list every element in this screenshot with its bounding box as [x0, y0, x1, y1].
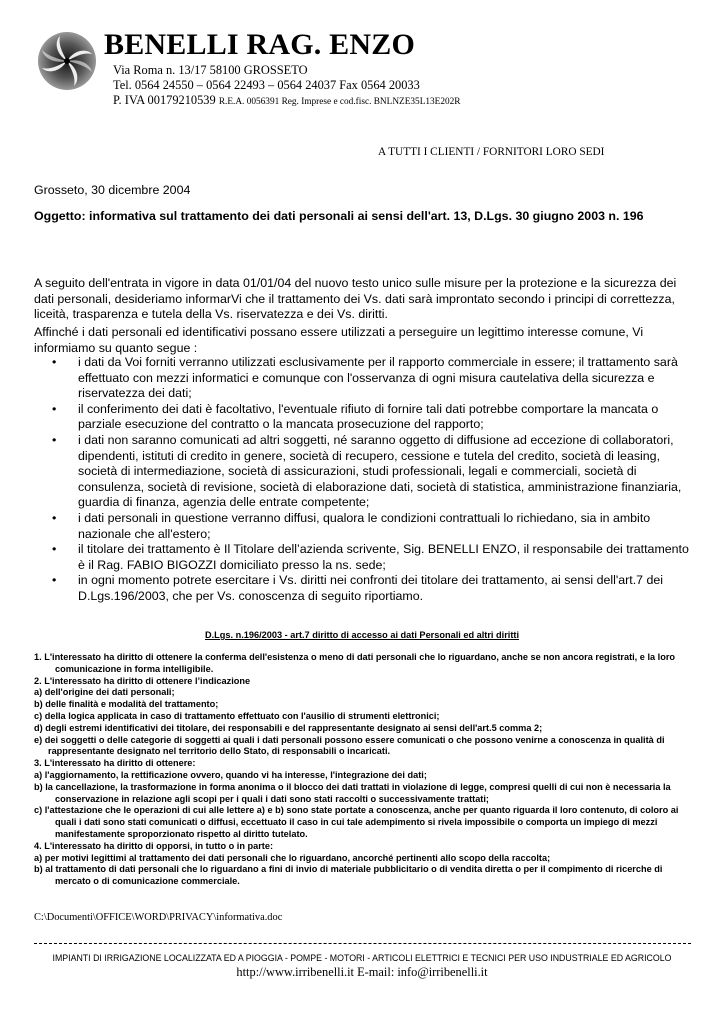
legal-rights-list — [34, 652, 700, 888]
list-item-text: i dati personali in questione verranno diffusi, qualora le condizioni contrattuali lo richiedano, sia in ambito nazionale che all'estero; — [78, 510, 651, 541]
list-item — [34, 433, 694, 511]
swirl-logo-icon — [36, 30, 98, 92]
bullet-list — [34, 355, 694, 605]
legal-line: a) per motivi legittimi al trattamento dei dati personali che lo riguardano, ancorché pertinenti allo scopo della raccolta; — [34, 852, 551, 863]
subject-line: Oggetto: informativa sul trattamento dei dati personali ai sensi dell'art. 13, D.Lgs. 30 giugno 2003 n. 196 — [34, 209, 644, 223]
intro-paragraph: A seguito dell'entrata in vigore in data 01/01/04 del nuovo testo unico sulle misure per la protezione e la sicurezza dei dati personali, desideriamo informarVi che il trattamento dei Vs. dati sarà improntato secondo i principi di correttezza, liceità, trasparenza e tutela della Vs. riservatezza e dei Vs. diritti. — [34, 276, 677, 322]
bullet-marker: • — [52, 510, 57, 525]
legal-section-title: D.Lgs. n.196/2003 - art.7 diritto di accesso ai dati Personali ed altri diritti — [204, 630, 519, 640]
list-item — [34, 355, 694, 402]
document-date: Grosseto, 30 dicembre 2004 — [34, 183, 191, 197]
legal-line: c) l'attestazione che le operazioni di cui alle lettere a) e b) sono state portate a conoscenza, anche per quanto riguarda il loro contenuto, di coloro ai quali i dati sono stati comunicati o diffusi, eccettuato il caso in cui tale adempimento si rivela impossibile o comporta un impiego di mezzi manifestamente sproporzionato rispetto al diritto tutelato. — [34, 805, 679, 839]
list-item — [34, 402, 694, 433]
legal-line: a) l'aggiornamento, la rettificazione ovvero, quando vi ha interesse, l'integrazione dei dati; — [34, 769, 427, 780]
addressee: A TUTTI I CLIENTI / FORNITORI LORO SEDI — [378, 146, 605, 158]
legal-line: 4. L'interessato ha diritto di opporsi, in tutto o in parte: — [34, 840, 274, 851]
bullet-marker: • — [52, 432, 57, 447]
bullet-marker: • — [52, 573, 57, 588]
company-address: Via Roma n. 13/17 58100 GROSSETO — [113, 63, 308, 77]
list-item — [34, 511, 694, 542]
legal-line: 2. L'interessato ha diritto di ottenere l’indicazione — [34, 675, 251, 686]
legal-line: c) della logica applicata in caso di trattamento effettuato con l'ausilio di strumenti elettronici; — [34, 710, 440, 721]
footer-divider — [34, 943, 691, 944]
file-path: C:\Documenti\OFFICE\WORD\PRIVACY\informativa.doc — [34, 912, 283, 923]
bullet-marker: • — [52, 355, 57, 369]
list-item-text: il titolare dei trattamento è Il Titolare dell’azienda scrivente, Sig. BENELLI ENZO, il responsabile dei trattamento è il Rag. FABIO BIGOZZI domiciliato presso la ns. sede; — [78, 542, 689, 572]
rea-info: R.E.A. 0056391 Reg. Imprese e cod.fisc. BNLNZE35L13E202R — [218, 97, 461, 107]
legal-line: d) degli estremi identificativi dei titolare, dei responsabili e del rappresentante designato ai sensi dell'art.5 comma 2; — [34, 722, 543, 733]
legal-line: b) la cancellazione, la trasformazione in forma anonima o il blocco dei dati trattati in violazione di legge, compresi quelli di cui non è necessaria la conservazione in relazione agli scopi per i quali i dati sono stati raccolti o successivamente trattati; — [34, 781, 671, 804]
list-item-text: i dati da Voi forniti verranno utilizzati esclusivamente per il rapporto commerciale in essere; il trattamento sarà effettuato con mezzi informatici e comunque con l'osservanza di ogni misura cautelativa della sicurezza e riservatezza dei dati; — [78, 355, 678, 401]
legal-line: a) dell'origine dei dati personali; — [34, 687, 175, 698]
list-item — [34, 573, 694, 604]
legal-line: b) delle finalità e modalità del trattamento; — [34, 699, 219, 710]
list-item-text: in ogni momento potrete esercitare i Vs. diritti nei confronti dei titolare dei trattamento, ai sensi dell'art.7 dei D.Lgs.196/2003, che per Vs. conoscenza di seguito riportiamo. — [78, 573, 664, 603]
legal-line: 3. L'interessato ha diritto di ottenere: — [34, 758, 196, 769]
bullet-marker: • — [52, 542, 57, 557]
legal-line: 1. L'interessato ha diritto di ottenere la conferma dell'esistenza o meno di dati personali che lo riguardano, anche se non ancora registrati, e la loro comunicazione in forma intelligibile. — [34, 652, 676, 674]
list-item-text: il conferimento dei dati è facoltativo, l'eventuale rifiuto di fornire tali dati potrebbe comportare la mancata o parziale esecuzione del contratto o la mancata prosecuzione del rapporto; — [78, 401, 659, 432]
legal-line: e) dei soggetti o delle categorie di soggetti ai quali i dati personali possono essere comunicati o che possono venirne a conoscenza in qualità di rappresentante designato nel territorio dello Stato, di responsabili o incaricati. — [34, 734, 665, 757]
company-name: BENELLI RAG. ENZO — [104, 28, 415, 61]
footer-activities: IMPIANTI DI IRRIGAZIONE LOCALIZZATA ED A PIOGGIA - POMPE - MOTORI - ARTICOLI ELETTRICI E TECNICI PER USO INDUSTRIALE ED AGRICOLO — [52, 953, 672, 963]
list-item — [34, 542, 694, 573]
company-phones: Tel. 0564 24550 – 0564 22493 – 0564 24037 Fax 0564 20033 — [113, 78, 420, 92]
list-item-text: i dati non saranno comunicati ad altri soggetti, né saranno oggetto di diffusione ad eccezione di collaboratori, dipendenti, istituti di credito in genere, società di recupero, cessione e tutela del credito, società di leasing, società di intermediazione, società di assicurazioni, studi professionali, legali e commerciali, società di consulenza, società di revisione, società di elaborazione dati, società di statistica, amministrazione finanziaria, guardia di finanza, agenzia delle entrate competente; — [78, 432, 682, 510]
legal-line: b) al trattamento di dati personali che lo riguardano a fini di invio di materiale pubblicitario o di vendita diretta o per il compimento di ricerche di mercato o di comunicazione commerciale. — [34, 864, 663, 887]
company-tax-info — [113, 93, 461, 109]
footer-contacts: http://www.irribenelli.it E-mail: info@irribenelli.it — [236, 965, 488, 979]
bullet-marker: • — [52, 401, 57, 416]
second-paragraph: Affinché i dati personali ed identificativi possano essere utilizzati a perseguire un legittimo interesse comune, Vi informiamo su quanto segue : — [34, 325, 644, 355]
piva: P. IVA 00179210539 — [113, 93, 216, 107]
